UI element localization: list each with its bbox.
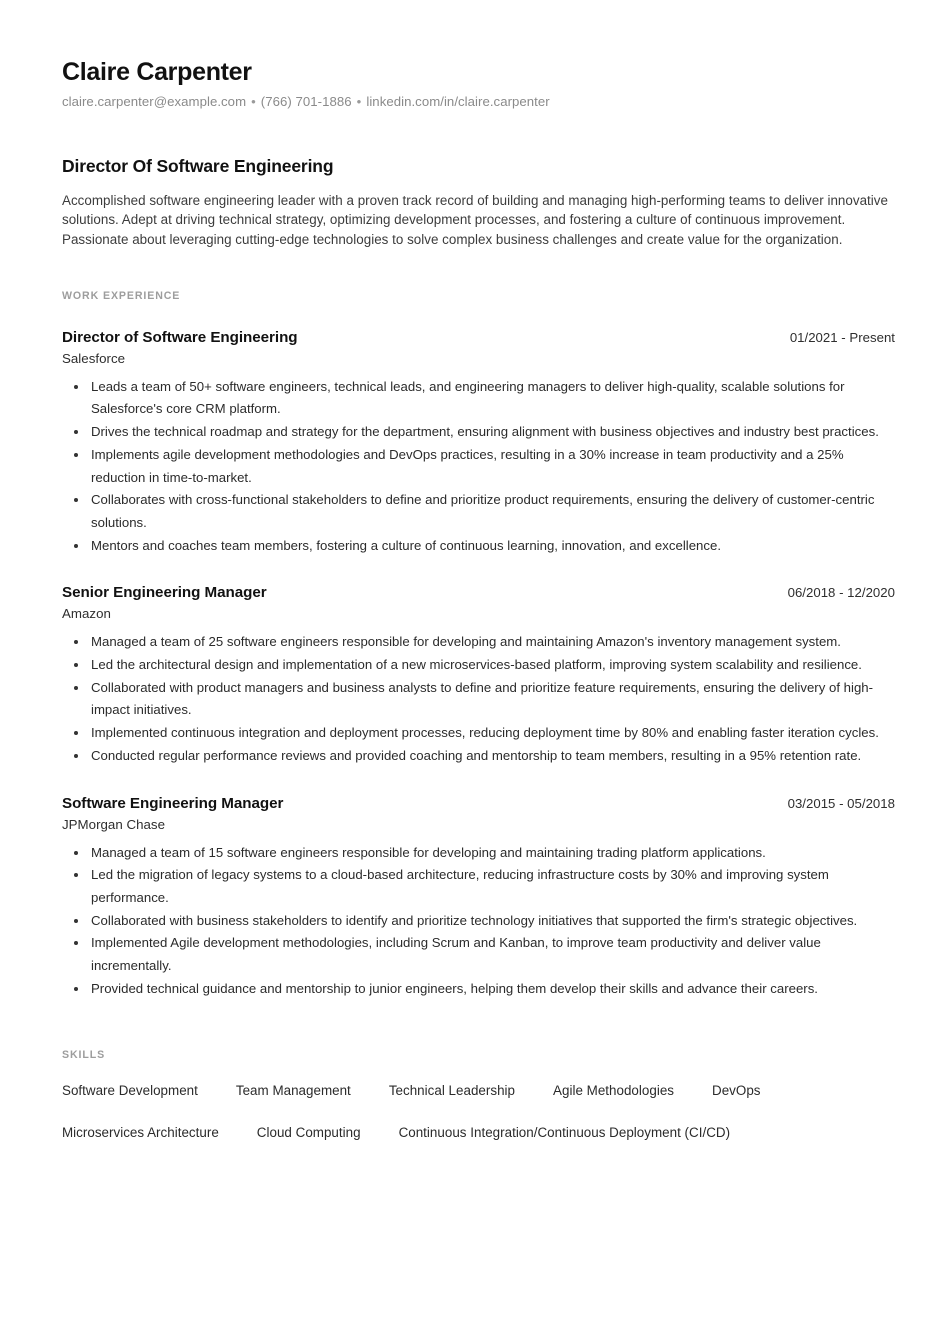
job-bullet-text: Managed a team of 25 software engineers responsible for developing and maintaining Amazon's inventory management system.: [91, 634, 841, 650]
bullet-dot-icon: [74, 919, 78, 923]
skills-list: [62, 1081, 895, 1143]
skill-item: Agile Methodologies: [553, 1082, 675, 1098]
professional-summary: Accomplished software engineering leader with a proven track record of building and managing high-performing teams to deliver innovative solutions. Adept at driving technical strategy, optimizing development processes, and fostering a culture of continuous improvement. Passionate about leveraging cutting-edge technologies to solve complex business challenges and create value for the organization.: [62, 192, 888, 248]
job-bullet-text: Drives the technical roadmap and strategy for the department, ensuring alignment with business objectives and industry best practices.: [91, 424, 879, 440]
job-bullet: [62, 489, 895, 534]
job-dates: 06/2018 - 12/2020: [787, 585, 895, 601]
candidate-name: Claire Carpenter: [62, 58, 252, 86]
job-bullet-text: Leads a team of 50+ software engineers, technical leads, and engineering managers to deliver high-quality, scalable solutions for Salesforce's core CRM platform.: [91, 378, 845, 417]
job-bullet-text: Collaborated with product managers and business analysts to define and prioritize feature requirements, ensuring the delivery of high-impact initiatives.: [91, 679, 874, 718]
contact-separator-1: •: [251, 93, 256, 109]
job-bullet: [62, 978, 895, 1001]
job-bullet: [62, 631, 895, 654]
skill-item: Continuous Integration/Continuous Deployment (CI/CD): [398, 1124, 731, 1140]
job-bullet: [62, 654, 895, 677]
work-experience-section: [62, 290, 895, 1001]
contact-linkedin[interactable]: linkedin.com/in/claire.carpenter: [366, 93, 550, 109]
summary-section: [62, 156, 895, 250]
job-company: Salesforce: [62, 350, 126, 366]
section-heading-skills: SKILLS: [62, 1048, 106, 1061]
job-bullet-text: Led the migration of legacy systems to a cloud-based architecture, reducing infrastructure costs by 30% and improving system performance.: [91, 867, 829, 905]
job-bullet-text: Implemented continuous integration and deployment processes, reducing deployment time by 80% and enabling faster iteration cycles.: [91, 725, 879, 741]
job-bullet: [62, 421, 895, 444]
job-header-row: [62, 795, 895, 812]
bullet-dot-icon: [74, 498, 78, 502]
job-bullet: [62, 910, 895, 933]
job-bullet-text: Implements agile development methodologies and DevOps practices, resulting in a 30% increase in team productivity and a 25% reduction in time-to-market.: [91, 446, 844, 485]
job-bullet-text: Collaborated with business stakeholders to identify and prioritize technology initiatives that supported the firm's strategic objectives.: [91, 912, 858, 928]
bullet-dot-icon: [74, 731, 78, 735]
job-bullet-text: Mentors and coaches team members, fostering a culture of continuous learning, innovation, and excellence.: [91, 537, 722, 553]
job-company: JPMorgan Chase: [62, 816, 166, 832]
jobs-list: [62, 329, 895, 1001]
job-company: Amazon: [62, 606, 111, 622]
job-header-row: [62, 584, 895, 601]
bullet-dot-icon: [74, 686, 78, 690]
skills-row: [62, 1123, 895, 1143]
contact-phone[interactable]: (766) 701-1886: [260, 93, 352, 109]
job-title: Director of Software Engineering: [62, 328, 298, 346]
skills-row: [62, 1081, 895, 1101]
job-entry: [62, 795, 895, 1001]
professional-headline: Director Of Software Engineering: [62, 156, 334, 177]
bullet-dot-icon: [74, 851, 78, 855]
job-dates: 01/2021 - Present: [789, 329, 895, 345]
job-bullet: [62, 677, 895, 722]
bullet-dot-icon: [74, 640, 78, 644]
job-bullet-text: Provided technical guidance and mentorship to junior engineers, helping them develop their skills and advance their careers.: [91, 980, 818, 996]
contact-email[interactable]: claire.carpenter@example.com: [62, 93, 247, 109]
job-bullet-list: [62, 376, 895, 558]
job-bullet: [62, 444, 895, 489]
job-bullet: [62, 722, 895, 745]
skill-item: Technical Leadership: [388, 1082, 516, 1098]
contact-separator-2: •: [356, 93, 362, 109]
bullet-dot-icon: [74, 987, 78, 991]
job-bullet: [62, 745, 895, 768]
section-heading-work-experience: WORK EXPERIENCE: [62, 289, 181, 302]
contact-line: [62, 93, 895, 111]
skill-item: Cloud Computing: [256, 1124, 361, 1140]
job-title: Senior Engineering Manager: [62, 584, 267, 602]
job-entry: [62, 584, 895, 767]
job-title: Software Engineering Manager: [62, 794, 284, 812]
job-dates: 03/2015 - 05/2018: [787, 795, 895, 811]
skill-item: Team Management: [235, 1082, 351, 1098]
bullet-dot-icon: [74, 941, 78, 945]
skill-item: Microservices Architecture: [62, 1124, 219, 1140]
job-bullet-text: Conducted regular performance reviews and provided coaching and mentorship to team members, resulting in a 95% retention rate.: [91, 747, 862, 763]
bullet-dot-icon: [74, 385, 78, 389]
skill-item: Software Development: [62, 1082, 198, 1098]
bullet-dot-icon: [74, 663, 78, 667]
job-bullet: [62, 842, 895, 865]
skills-section: [62, 1049, 895, 1143]
job-bullet: [62, 535, 895, 558]
job-bullet-list: [62, 842, 895, 1001]
job-bullet-text: Collaborates with cross-functional stakeholders to define and prioritize product requirements, ensuring the delivery of customer-centric solutions.: [91, 492, 875, 530]
job-bullet: [62, 376, 895, 421]
job-bullet-list: [62, 631, 895, 767]
skill-item: DevOps: [712, 1082, 761, 1098]
bullet-dot-icon: [74, 873, 78, 877]
job-bullet: [62, 864, 895, 909]
job-bullet-text: Managed a team of 15 software engineers responsible for developing and maintaining trading platform applications.: [91, 844, 766, 860]
bullet-dot-icon: [74, 754, 78, 758]
resume-header: [62, 58, 895, 111]
job-header-row: [62, 329, 895, 346]
job-entry: [62, 329, 895, 558]
job-bullet-text: Led the architectural design and implementation of a new microservices-based platform, improving system scalability and resilience.: [91, 657, 862, 673]
job-bullet-text: Implemented Agile development methodologies, including Scrum and Kanban, to improve team productivity and deliver value incrementally.: [91, 935, 821, 974]
job-bullet: [62, 932, 895, 977]
bullet-dot-icon: [74, 453, 78, 457]
bullet-dot-icon: [74, 430, 78, 434]
bullet-dot-icon: [74, 544, 78, 548]
